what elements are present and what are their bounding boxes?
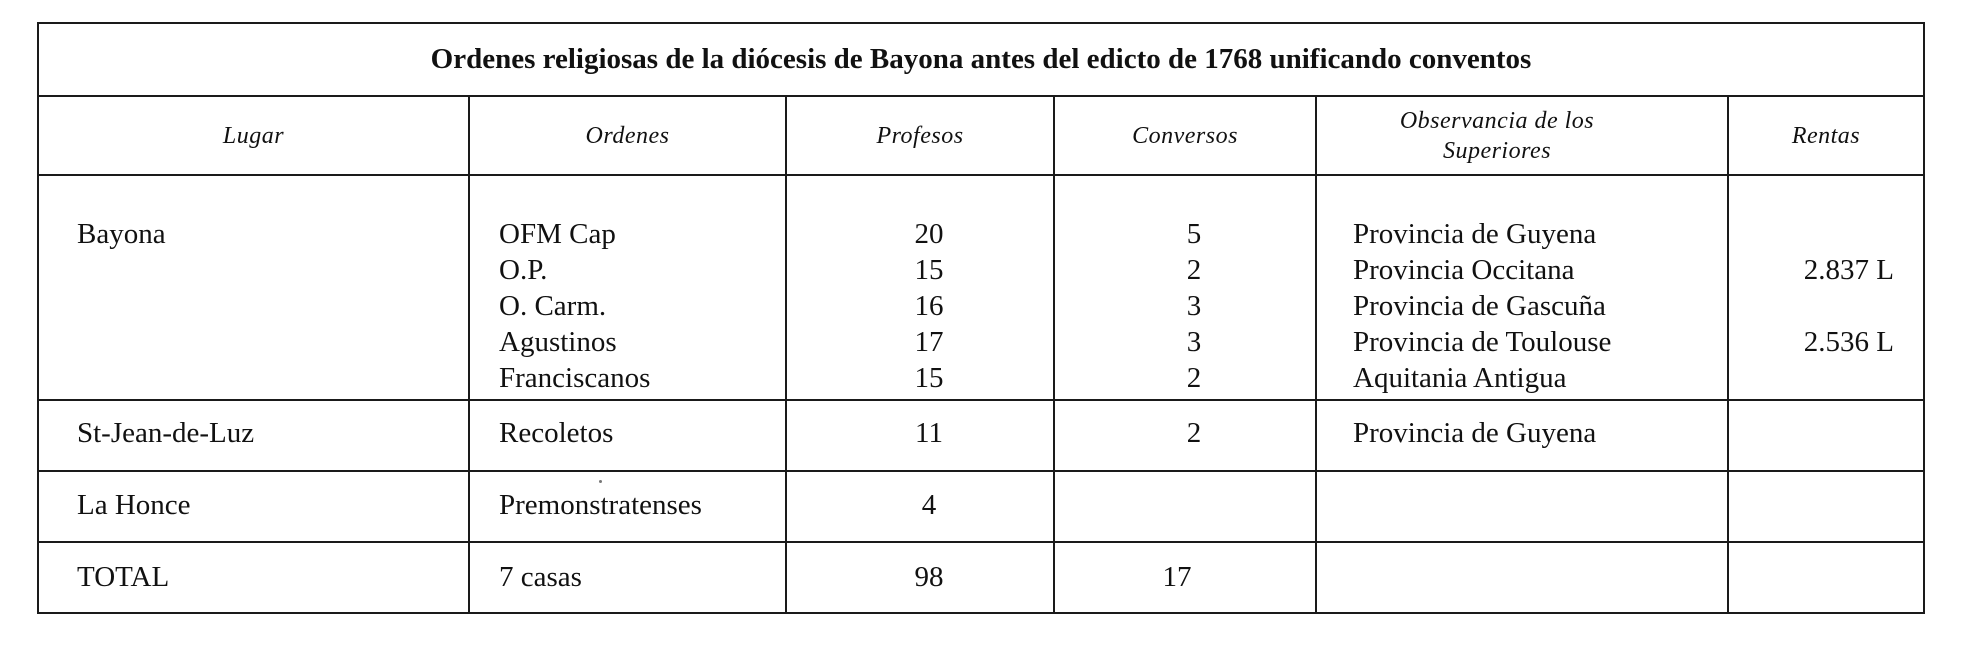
conversos-cell: 17 [1162,561,1192,593]
orders-table [37,22,1925,614]
rentas-value: 2.837 L [1803,254,1894,286]
list-item: 3 [1186,326,1202,358]
lugar-cell: St-Jean-de-Luz [77,417,255,449]
row-divider [39,174,1923,176]
list-item: 15 [914,362,944,394]
ordenes-cell: Recoletos [499,417,614,449]
stray-mark [599,480,602,483]
list-item: Provincia de Guyena [1353,218,1597,250]
header-observancia: Observancia de los Superiores [1399,107,1595,164]
header-rentas: Rentas [1791,122,1861,149]
rentas-value: 2.536 L [1803,326,1894,358]
ordenes-cell [499,216,650,396]
list-item: Aquitania Antigua [1353,362,1567,394]
ordenes-cell: 7 casas [499,561,582,593]
list-item: 5 [1186,218,1202,250]
conversos-cell: 2 [1186,417,1202,449]
table-title: Ordenes religiosas de la diócesis de Bayona antes del edicto de 1768 unificando conventos [39,24,1923,97]
lugar-cell: TOTAL [77,561,170,593]
list-item: Provincia Occitana [1353,254,1575,286]
list-item: Provincia de Gascuña [1353,290,1606,322]
lugar-cell: Bayona [77,218,166,250]
observancia-cell: Provincia de Guyena [1353,417,1597,449]
row-divider [39,541,1923,543]
header-conversos: Conversos [1132,122,1238,149]
profesos-cell [899,216,959,396]
lugar-cell: La Honce [77,489,191,521]
conversos-cell [1174,216,1214,396]
list-item: 20 [914,218,944,250]
list-item: Agustinos [499,326,617,358]
profesos-cell: 4 [921,489,937,521]
list-item: 15 [914,254,944,286]
header-lugar: Lugar [222,122,285,149]
row-divider [39,399,1923,401]
profesos-cell: 98 [914,561,944,593]
list-item: 16 [914,290,944,322]
row-divider [39,470,1923,472]
list-item: O. Carm. [499,290,607,322]
list-item: Provincia de Toulouse [1353,326,1612,358]
list-item: O.P. [499,254,548,286]
list-item: 17 [914,326,944,358]
observancia-cell [1353,216,1611,396]
list-item: 3 [1186,290,1202,322]
list-item: 2 [1186,254,1202,286]
ordenes-cell: Premonstratenses [499,489,702,521]
list-item: 2 [1186,362,1202,394]
list-item: Franciscanos [499,362,651,394]
header-ordenes: Ordenes [585,122,670,149]
header-profesos: Profesos [876,122,964,149]
profesos-cell: 11 [915,417,943,449]
list-item: OFM Cap [499,218,616,250]
